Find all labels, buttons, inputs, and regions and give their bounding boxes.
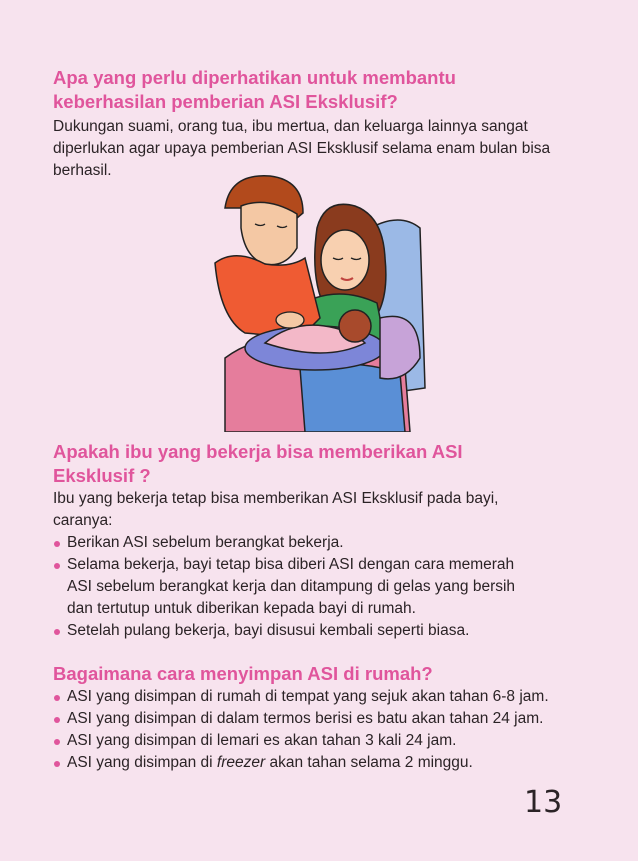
page-number: 13 (524, 785, 563, 820)
section-heading-support (53, 66, 573, 114)
list-item (53, 752, 593, 774)
working-mother-list (53, 532, 593, 642)
list-item-text: ASI sebelum berangkat kerja dan ditampung di gelas yang bersih (67, 578, 516, 595)
bullet-dot (54, 739, 60, 745)
bullet-dot (54, 717, 60, 723)
list-item-text-before: ASI yang disimpan di (67, 754, 217, 771)
list-item (53, 532, 593, 554)
list-item-text: Selama bekerja, bayi tetap bisa diberi ASI dengan cara memerah (67, 556, 515, 573)
section-heading-working-mother (53, 440, 573, 488)
paragraph-line: Ibu yang bekerja tetap bisa memberikan ASI Eksklusif pada bayi, (53, 490, 499, 507)
bullet-dot (54, 629, 60, 635)
paragraph-line: diperlukan agar upaya pemberian ASI Eksklusif selama enam bulan bisa (53, 140, 551, 157)
list-item-text: Berikan ASI sebelum berangkat bekerja. (67, 534, 344, 551)
list-item (53, 708, 593, 730)
list-item-text: Setelah pulang bekerja, bayi disusui kembali seperti biasa. (67, 622, 470, 639)
heading-line: Apa yang perlu diperhatikan untuk membantu (53, 67, 456, 88)
section-heading-storage (53, 662, 573, 686)
bullet-dot (54, 761, 60, 767)
paragraph-line: caranya: (53, 512, 113, 529)
family-breastfeeding-illustration (205, 168, 427, 432)
list-item-text: ASI yang disimpan di rumah di tempat yang sejuk akan tahan 6-8 jam. (67, 688, 549, 705)
list-item-text: ASI yang disimpan di lemari es akan tahan 3 kali 24 jam. (67, 732, 457, 749)
list-item-text-italic: freezer (216, 754, 266, 771)
bullet-dot (54, 541, 60, 547)
list-item-text-after: akan tahan selama 2 minggu. (265, 754, 473, 771)
bullet-dot (54, 695, 60, 701)
heading-line: Apakah ibu yang bekerja bisa memberikan ASI (53, 441, 463, 462)
paragraph-working-mother (53, 488, 583, 532)
paragraph-line: berhasil. (53, 162, 112, 179)
paragraph-line: Dukungan suami, orang tua, ibu mertua, dan keluarga lainnya sangat (53, 118, 528, 135)
list-item (53, 686, 593, 708)
list-item (53, 554, 593, 620)
heading-line: keberhasilan pemberian ASI Eksklusif? (53, 91, 398, 112)
list-item (53, 620, 593, 642)
bullet-dot (54, 563, 60, 569)
heading-line: Eksklusif ? (53, 465, 151, 486)
list-item (53, 730, 593, 752)
list-item-text: ASI yang disimpan di dalam termos berisi es batu akan tahan 24 jam. (67, 710, 544, 727)
storage-list (53, 686, 593, 774)
heading-line: Bagaimana cara menyimpan ASI di rumah? (53, 663, 433, 684)
list-item-text: dan tertutup untuk diberikan kepada bayi di rumah. (67, 600, 416, 617)
